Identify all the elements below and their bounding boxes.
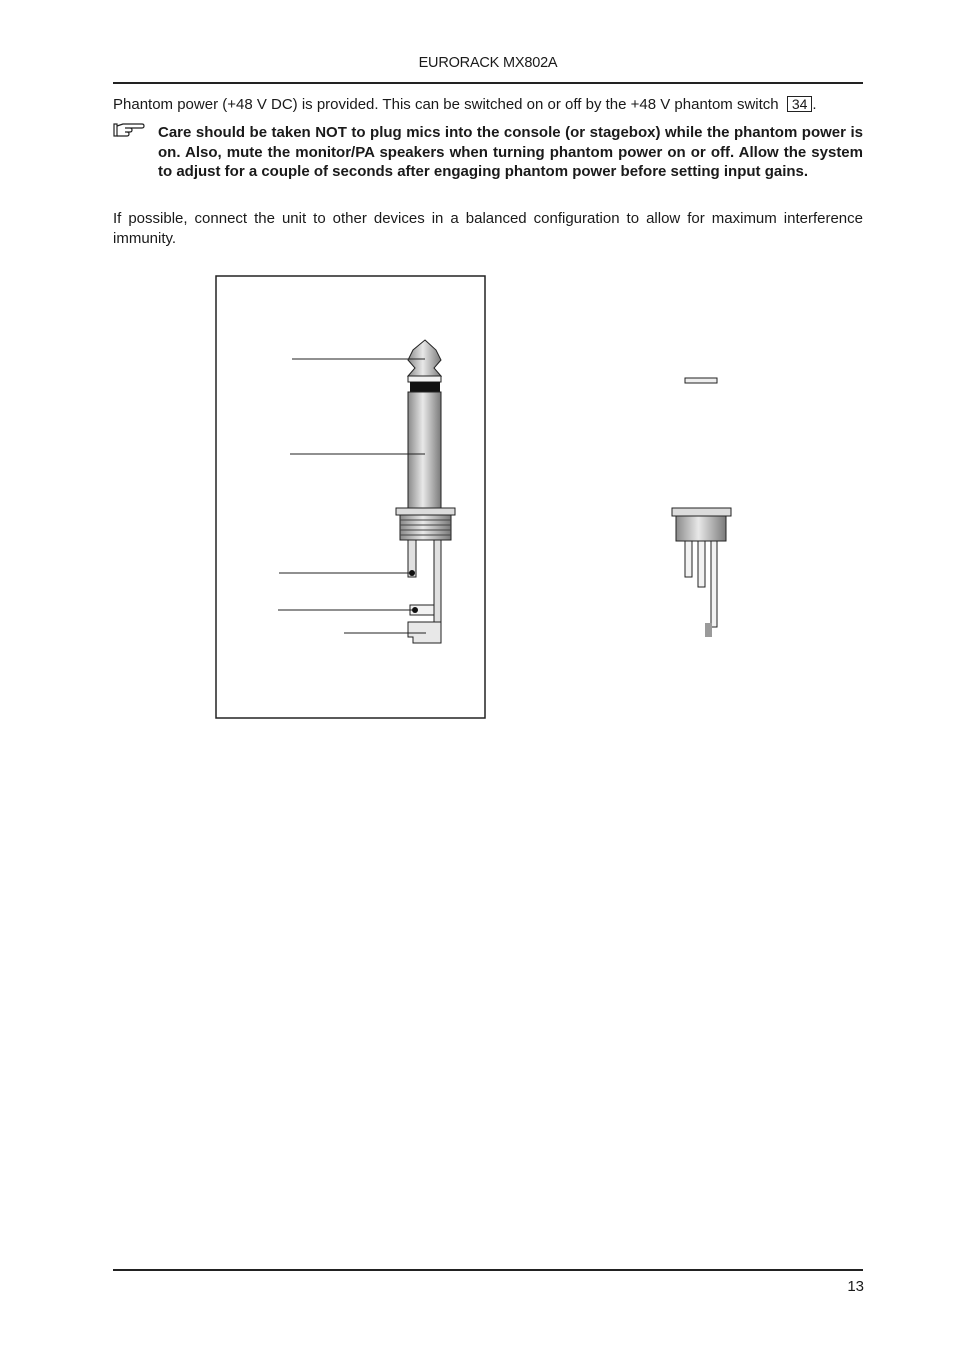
balanced-paragraph: If possible, connect the unit to other devices in a balanced configuration to allow for maximum interference immunity.	[113, 210, 863, 247]
phantom-end: .	[812, 96, 817, 113]
footer-rule	[113, 1269, 863, 1271]
figure-frame	[216, 276, 485, 718]
phantom-switch-ref: 34	[787, 96, 813, 112]
mono-jack-plug-icon	[672, 378, 731, 637]
stereo-jack-plug-icon	[278, 340, 455, 643]
page-number: 13	[847, 1278, 864, 1295]
phantom-warning: Care should be taken NOT to plug mics into the console (or stagebox) while the phantom power is on. Also, mute the monitor/PA speakers when turning phantom power on or off. Allow the system to adjust for a couple of seconds after engaging phantom power before setting input gains.	[158, 124, 863, 180]
phantom-text: Phantom power (+48 V DC) is provided. This can be switched on or off by the +48 V phantom switch	[113, 96, 779, 113]
header-title: EURORACK MX802A	[418, 55, 558, 71]
